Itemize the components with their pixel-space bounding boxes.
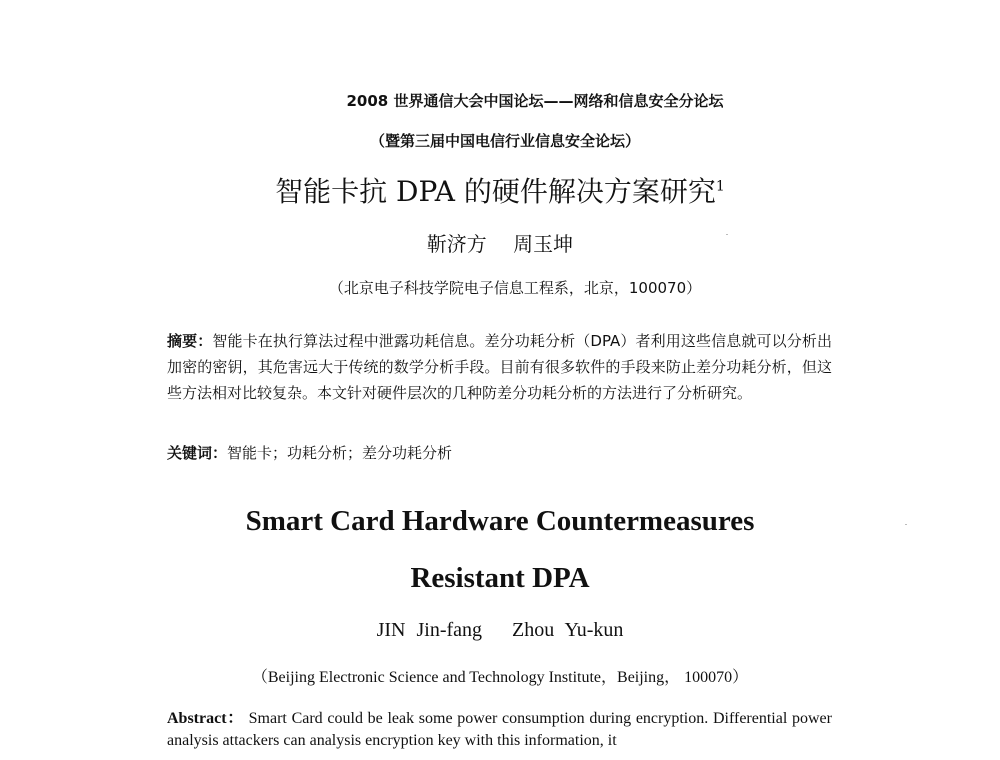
paper-title-en-line1: Smart Card Hardware Countermeasures xyxy=(245,505,755,537)
scan-speck xyxy=(726,234,728,235)
paper-title-en-line2: Resistant DPA xyxy=(410,562,590,594)
authors-en xyxy=(0,619,1000,642)
abstract-en xyxy=(167,708,832,752)
abstract-cn-label: 摘要： xyxy=(167,332,213,350)
abstract-en-label: Abstract： xyxy=(167,710,244,727)
scan-speck xyxy=(905,524,907,525)
abstract-cn xyxy=(167,328,832,406)
author-cn-2: 周玉坤 xyxy=(513,232,574,256)
author-en-1: JIN Jin-fang xyxy=(376,619,483,641)
abstract-en-text: Smart Card could be leak some power consumption during encryption. Differential power analysis attackers can analysis encryption key with this information, it xyxy=(167,710,832,749)
abstract-cn-text: 智能卡在执行算法过程中泄露功耗信息。差分功耗分析（DPA）者利用这些信息就可以分析出加密的密钥，其危害远大于传统的数学分析手段。目前有很多软件的手段来防止差分功耗分析，但这些方法相对比较复杂。本文针对硬件层次的几种防差分功耗分析的方法进行了分析研究。 xyxy=(167,332,832,402)
authors-cn xyxy=(0,228,1000,257)
keywords-cn-text: 智能卡；功耗分析；差分功耗分析 xyxy=(227,444,453,462)
author-en-2: Zhou Yu-kun xyxy=(512,619,624,641)
author-cn-1: 靳济方 xyxy=(426,232,487,256)
affiliation-en: （Beijing Electronic Science and Technology Institute，Beijing， 100070） xyxy=(251,669,749,686)
keywords-cn xyxy=(167,440,832,466)
paper-title-cn xyxy=(0,170,1000,210)
title-footnote-marker: 1 xyxy=(715,178,725,195)
keywords-cn-label: 关键词： xyxy=(167,444,228,462)
conference-subtitle: （暨第三届中国电信行业信息安全论坛） xyxy=(369,132,640,150)
affiliation-cn: （北京电子科技学院电子信息工程系，北京，100070） xyxy=(328,279,702,297)
paper-title-cn-text: 智能卡抗 DPA 的硬件解决方案研究 xyxy=(275,175,716,208)
conference-title: 2008 世界通信大会中国论坛——网络和信息安全分论坛 xyxy=(346,92,724,110)
